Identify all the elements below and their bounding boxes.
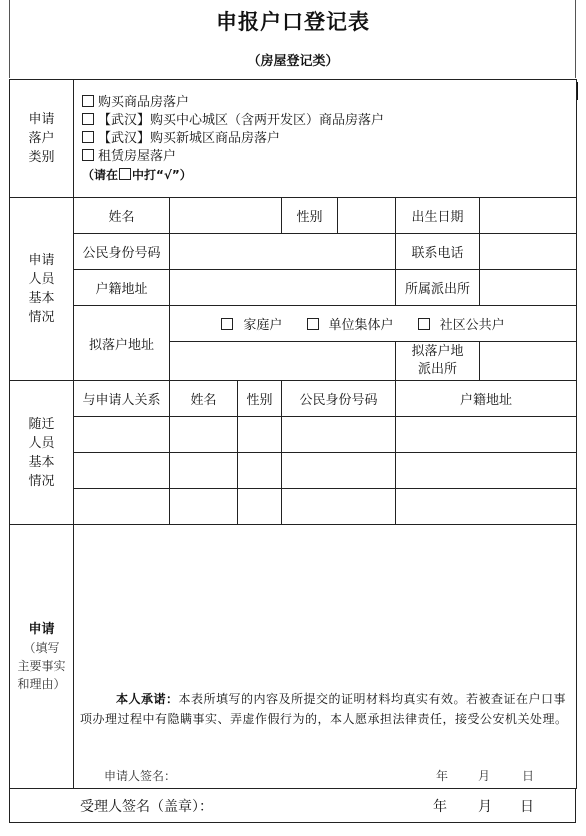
gender-cell[interactable] [238, 489, 282, 525]
checkbox[interactable] [82, 149, 94, 161]
birth-label: 出生日期 [396, 198, 480, 234]
household-address-label: 户籍地址 [74, 270, 170, 306]
target-address-field[interactable] [170, 342, 396, 381]
name-label: 姓名 [74, 198, 170, 234]
checkbox[interactable] [82, 113, 94, 125]
receiver-footer [9, 789, 576, 823]
name-cell[interactable] [170, 489, 238, 525]
promise-statement: 本人承诺：本表所填写的内容及所提交的证明材料均真实有效。若被查证在户口事项办理过程中有隐瞒事实、弄虚作假行为的，本人愿承担法律责任，接受公安机关处理。 [80, 692, 568, 726]
name-cell[interactable] [170, 417, 238, 453]
gender-field[interactable] [338, 198, 396, 234]
column-header: 性别 [238, 381, 282, 417]
applicant-row-1 [10, 198, 577, 234]
target-type-options [170, 306, 577, 342]
application-section-label: 申请 （填写 主要事实 和理由） [10, 525, 74, 789]
police-station-field[interactable] [480, 270, 577, 306]
id-cell[interactable] [282, 453, 396, 489]
id-number-field[interactable] [170, 234, 396, 270]
checkbox[interactable] [82, 131, 94, 143]
household-address-field[interactable] [170, 270, 396, 306]
address-cell[interactable] [396, 417, 577, 453]
applicant-section-label: 申请 人员 基本 情况 [10, 198, 74, 381]
target-type-option[interactable]: 家庭户 [221, 318, 292, 333]
applicant-row-4 [10, 306, 577, 342]
sign-month: 月 [478, 769, 491, 783]
category-option[interactable]: 【武汉】购买新城区商品房落户 [82, 130, 576, 148]
address-cell[interactable] [396, 489, 577, 525]
category-option[interactable]: 购买商品房落户 [82, 94, 576, 112]
form-subtitle: （房屋登记类） [247, 54, 339, 69]
relation-cell[interactable] [74, 489, 170, 525]
id-number-label: 公民身份号码 [74, 234, 170, 270]
gender-cell[interactable] [238, 453, 282, 489]
target-station-field[interactable] [480, 342, 577, 381]
category-option[interactable]: 租赁房屋落户 [82, 148, 576, 166]
applicant-row-3 [10, 270, 577, 306]
checkbox-icon [119, 168, 131, 180]
table-row [10, 453, 577, 489]
checkbox[interactable] [221, 318, 233, 330]
phone-label: 联系电话 [396, 234, 480, 270]
application-reason-field[interactable] [74, 525, 576, 689]
column-header: 公民身份号码 [282, 381, 396, 417]
application-content-area[interactable] [74, 525, 577, 789]
sign-day: 日 [522, 769, 535, 783]
address-cell[interactable] [396, 453, 577, 489]
gender-label: 性别 [282, 198, 338, 234]
category-options [74, 80, 577, 198]
category-option[interactable]: 【武汉】购买中心城区（含两开发区）商品房落户 [82, 112, 576, 130]
category-section-label: 申请 落户 类别 [10, 80, 74, 198]
target-station-label: 拟落户地 派出所 [396, 342, 480, 381]
column-header: 户籍地址 [396, 381, 577, 417]
form-title: 申报户口登记表 [216, 9, 370, 34]
registration-form-table [9, 79, 577, 789]
receiver-day: 日 [520, 799, 534, 815]
receiver-signature-label: 受理人签名（盖章）： [80, 799, 213, 815]
target-type-option[interactable]: 社区公共户 [418, 318, 515, 333]
id-cell[interactable] [282, 489, 396, 525]
birth-field[interactable] [480, 198, 577, 234]
applicant-row-2 [10, 234, 577, 270]
sign-year: 年 [436, 769, 449, 783]
relation-cell[interactable] [74, 417, 170, 453]
police-station-label: 所属派出所 [396, 270, 480, 306]
column-header: 与申请人关系 [74, 381, 170, 417]
receiver-year: 年 [433, 799, 447, 815]
receiver-month: 月 [478, 799, 492, 815]
category-note: （请在 中打“√”） [82, 167, 192, 182]
name-field[interactable] [170, 198, 282, 234]
dependents-section-label: 随迁 人员 基本 情况 [10, 381, 74, 525]
dependents-header-row [10, 381, 577, 417]
target-address-label: 拟落户地址 [74, 306, 170, 381]
gender-cell[interactable] [238, 417, 282, 453]
phone-field[interactable] [480, 234, 577, 270]
id-cell[interactable] [282, 417, 396, 453]
name-cell[interactable] [170, 453, 238, 489]
checkbox[interactable] [307, 318, 319, 330]
category-row [10, 80, 577, 198]
column-header: 姓名 [170, 381, 238, 417]
relation-cell[interactable] [74, 453, 170, 489]
signature-label: 申请人签名： [104, 769, 177, 783]
application-row [10, 525, 577, 789]
checkbox[interactable] [418, 318, 430, 330]
checkbox[interactable] [82, 95, 94, 107]
table-row [10, 417, 577, 453]
target-type-option[interactable]: 单位集体户 [307, 318, 404, 333]
table-row [10, 489, 577, 525]
